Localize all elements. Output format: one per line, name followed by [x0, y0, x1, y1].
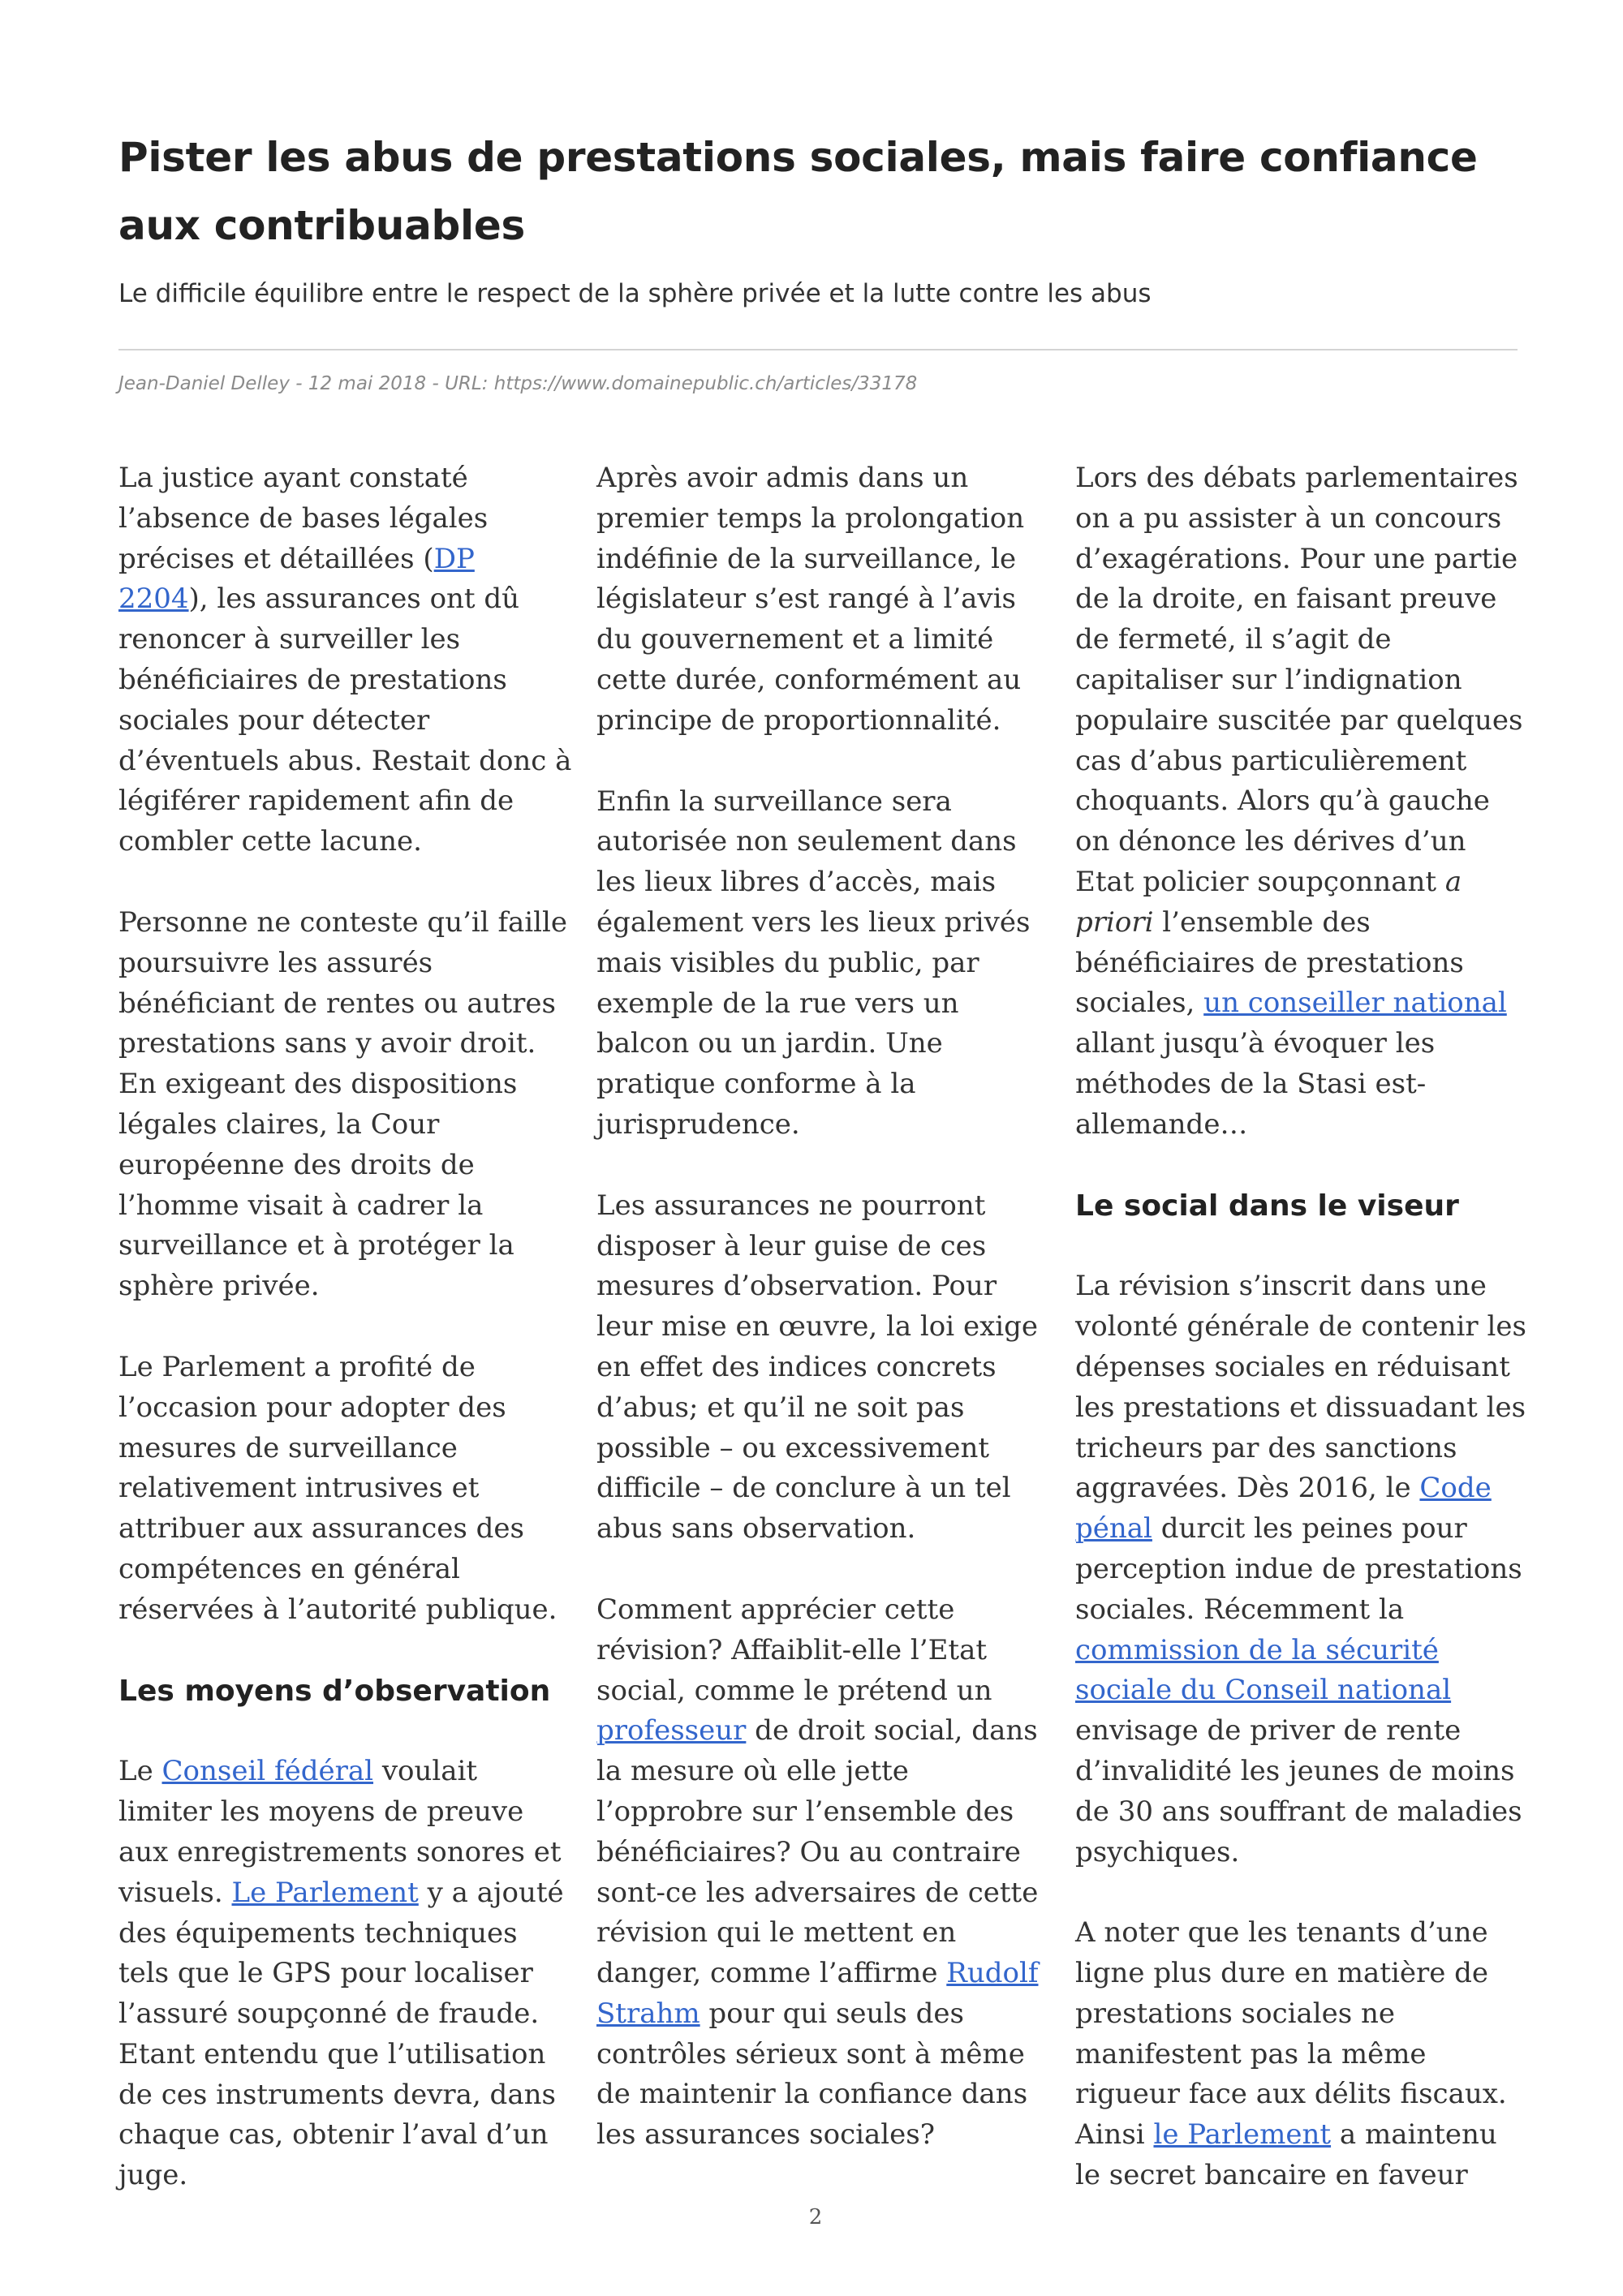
- text-run: pour qui seuls des contrôles sérieux sont à même de maintenir la confiance dans les assurances sociales?: [596, 1997, 1028, 2152]
- section-heading: Les moyens d’observation: [118, 1674, 551, 1708]
- text-run: y a ajouté des équipements techniques tels que le GPS pour localiser l’assuré soupçonné de fraude. Etant entendu que l’utilisation de ces instruments devra, dans chaque cas, obtenir l’aval d’un juge.: [118, 1876, 564, 2192]
- text-run: Le: [118, 1755, 162, 1788]
- article-subtitle: Le difficile équilibre entre le respect de la sphère privée et la lutte contre les abus: [118, 279, 1152, 308]
- column-1: [118, 458, 573, 2237]
- text-run: a maintenu le secret bancaire en faveur: [1075, 2118, 1497, 2192]
- paragraph: Enfin la surveillance sera autorisée non seulement dans les lieux libres d’accès, mais également vers les lieux privés mais visibles du public, par exemple de la rue vers un balcon ou un jardin. Une pratique conforme à la jurisprudence.: [596, 785, 1031, 1141]
- section-heading: Le social dans le viseur: [1075, 1189, 1459, 1223]
- text-run: l’ensemble des bénéficiaires de prestations sociales,: [1075, 905, 1464, 1020]
- text-run: La justice ayant constaté l’absence de bases légales précises et détaillées (: [118, 462, 489, 575]
- paragraph: [118, 458, 573, 862]
- paragraph: Le Parlement a profité de l’occasion pour adopter des mesures de surveillance relativement intrusives et attribuer aux assurances des compétences en général réservées à l’autorité publique.: [118, 1350, 558, 1626]
- paragraph: [1075, 458, 1530, 1146]
- link-rudolf-strahm[interactable]: Rudolf Strahm: [596, 1957, 1039, 2030]
- text-run: Comment apprécier cette révision? Affaiblit-elle l’Etat social, comme le prétend un: [596, 1593, 992, 1707]
- paragraph: Les assurances ne pourront disposer à leur guise de ces mesures d’observation. Pour leur mise en œuvre, la loi exige en effet des indices concrets d’abus; et qu’il ne soit pas possible – ou excessivement difficile – de conclure à un tel abus sans observation.: [596, 1189, 1039, 1546]
- link-code-penal[interactable]: Code pénal: [1075, 1472, 1492, 1546]
- text-run: durcit les peines pour perception indue de prestations sociales. Récemment la: [1075, 1512, 1522, 1626]
- text-run: allant jusqu’à évoquer les méthodes de la Stasi est-allemande…: [1075, 1027, 1436, 1141]
- link-professeur[interactable]: professeur: [596, 1714, 747, 1748]
- byline: Jean-Daniel Delley - 12 mai 2018 - URL: https://www.domainepublic.ch/articles/33178: [118, 373, 918, 394]
- link-commission-securite-sociale[interactable]: commission de la sécurité sociale du Conseil national: [1075, 1633, 1452, 1707]
- text-run: de droit social, dans la mesure où elle jette l’opprobre sur l’ensemble des bénéficiaires? Ou au contraire sont-ce les adversaires de cette révision qui le mettent en danger, comme l’affirme: [596, 1714, 1039, 1990]
- paragraph: [596, 1590, 1051, 2156]
- text-run: voulait limiter les moyens de preuve aux enregistrements sonores et visuels.: [118, 1755, 562, 1909]
- column-3: [1075, 458, 1530, 2237]
- article-title: Pister les abus de prestations sociales, mais faire confiance aux contribuables: [118, 134, 1478, 249]
- text-run: Lors des débats parlementaires on a pu assister à un concours d’exagérations. Pour une partie de la droite, en faisant preuve de fermeté, il s’agit de capitaliser sur l’indignation populaire suscitée par quelques cas d’abus particulièrement choquants. Alors qu’à gauche on dénonce les dérives d’un Etat policier soupçonnant: [1075, 462, 1523, 898]
- link-dp-2204[interactable]: DP 2204: [118, 542, 475, 616]
- text-run: La révision s’inscrit dans une volonté générale de contenir les dépenses sociales en réduisant les prestations et dissuadant les tricheurs par des sanctions aggravées. Dès 2016, le: [1075, 1270, 1526, 1505]
- link-conseil-federal[interactable]: Conseil fédéral: [161, 1755, 374, 1788]
- link-le-parlement[interactable]: Le Parlement: [231, 1876, 419, 1909]
- header-divider: [118, 349, 1518, 350]
- link-conseiller-national[interactable]: un conseiller national: [1203, 987, 1507, 1020]
- paragraph: Personne ne conteste qu’il faille poursuivre les assurés bénéficiant de rentes ou autres prestations sans y avoir droit. En exigeant des dispositions légales claires, la Cour européenne des droits de l’homme visait à cadrer la surveillance et à protéger la sphère privée.: [118, 905, 568, 1303]
- page-number: 2: [808, 2205, 823, 2229]
- paragraph: [1075, 1913, 1530, 2196]
- text-run: ), les assurances ont dû renoncer à surveiller les bénéficiaires de prestations sociales pour détecter d’éventuels abus. Restait donc à légiférer rapidement afin de combler cette lacune.: [118, 583, 572, 858]
- link-le-parlement-2[interactable]: le Parlement: [1153, 2118, 1332, 2152]
- emphasis: a priori: [1075, 865, 1462, 939]
- text-run: A noter que les tenants d’une ligne plus dure en matière de prestations sociales ne manifestent pas la même rigueur face aux délits fiscaux. Ainsi: [1075, 1916, 1507, 2152]
- text-run: envisage de priver de rente d’invalidité les jeunes de moins de 30 ans souffrant de maladies psychiques.: [1075, 1714, 1522, 1868]
- paragraph: Après avoir admis dans un premier temps la prolongation indéfinie de la surveillance, le législateur s’est rangé à l’avis du gouvernement et a limité cette durée, conformément au principe de proportionnalité.: [596, 462, 1025, 737]
- column-2: [596, 458, 1051, 2196]
- paragraph: [1075, 1266, 1530, 1872]
- paragraph: [118, 1752, 573, 2196]
